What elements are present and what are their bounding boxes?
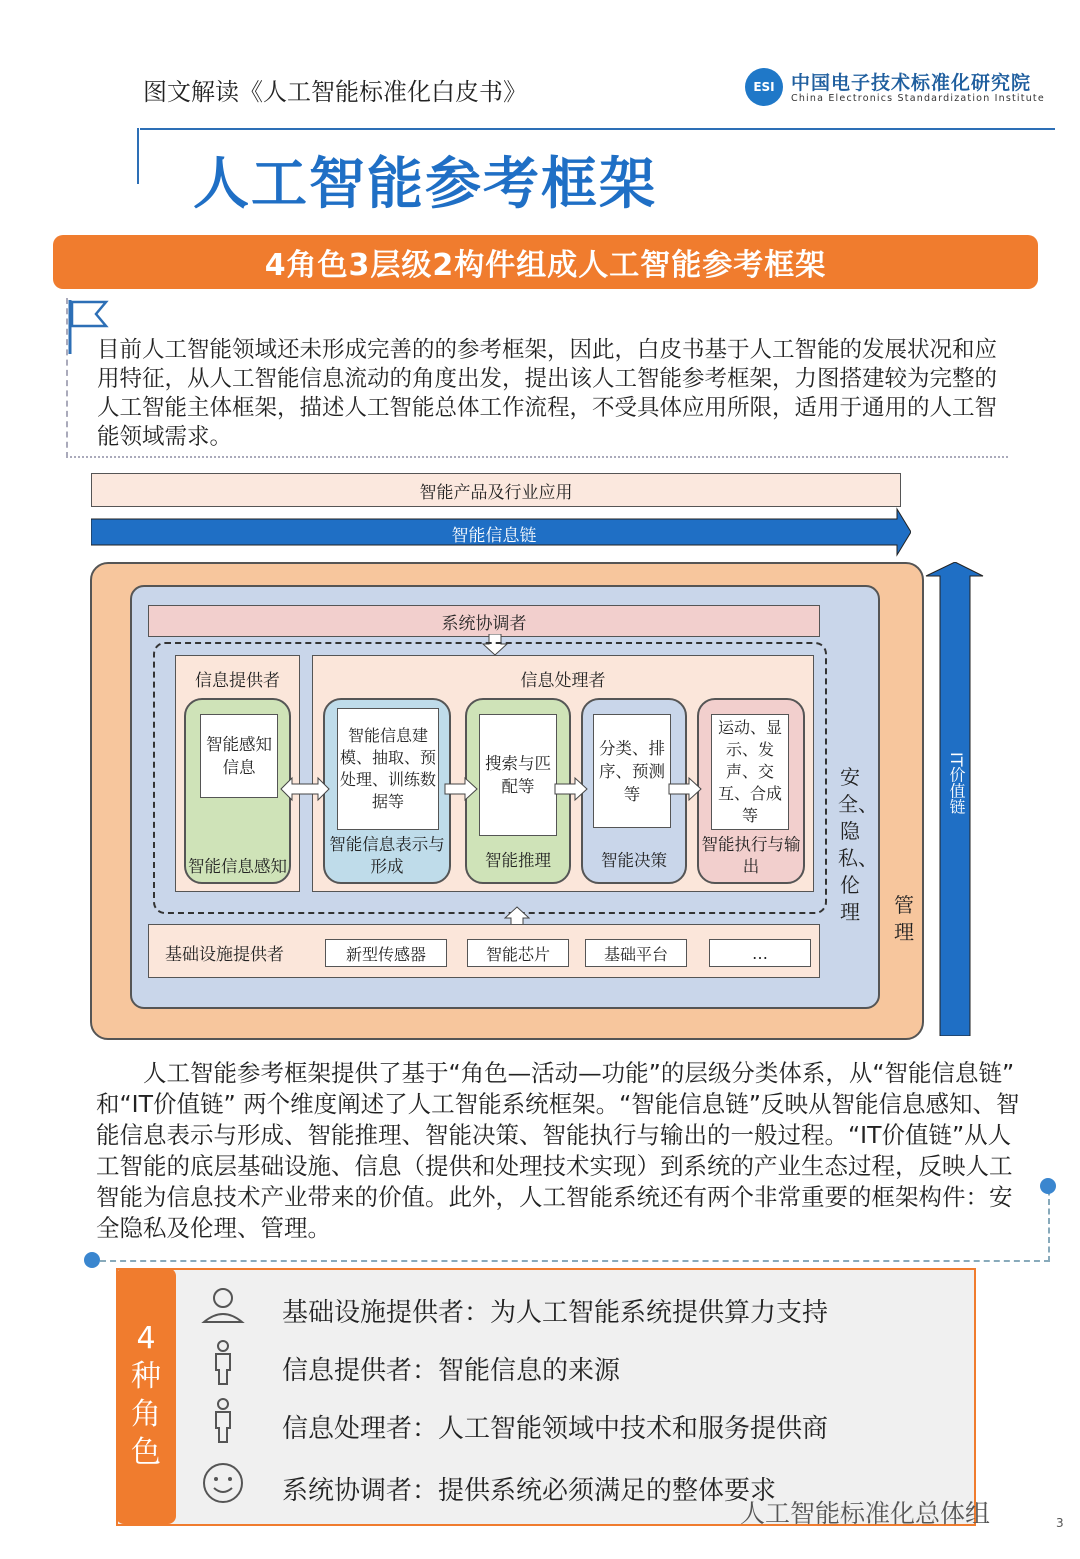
infra-item: 智能芯片 [467,939,569,967]
logo-chinese-name: 中国电子技术标准化研究院 [791,72,1032,94]
sense-label: 智能信息感知 [188,857,287,876]
representation-stage [323,698,451,884]
esi-logo-icon: ESI [745,68,783,106]
header-rule-vertical [137,128,139,184]
person-bust-icon [200,1284,246,1330]
infra-item: 新型传感器 [325,939,447,967]
person-standing-icon [200,1398,246,1444]
it-value-chain-label: IT价值链 [947,752,966,815]
institute-logo [745,68,1045,112]
execution-label: 智能执行与输出 [701,835,801,876]
products-bar: 智能产品及行业应用 [91,473,901,507]
representation-label: 智能信息表示与形成 [329,835,445,876]
decision-detail: 分类、排序、预测等 [593,714,671,828]
execution-stage [697,698,805,884]
page-title: 人工智能参考框架 [193,152,657,217]
system-coordinator-bar: 系统协调者 [148,605,820,637]
header-rule [140,128,1055,130]
right-arrow-icon [444,776,478,802]
role-system-coordinator: 系统协调者：提供系统必须满足的整体要求 [282,1476,777,1506]
sense-stage [184,698,291,884]
info-processor-title: 信息处理者 [520,671,606,691]
roles-tab-label: 4种角色 [131,1321,161,1470]
reasoning-detail: 搜索与匹配等 [479,714,557,836]
role-info-processor: 信息处理者：人工智能领域中技术和服务提供商 [282,1414,829,1444]
roles-tab [116,1268,176,1524]
execution-detail: 运动、显示、发声、交互、合成等 [711,714,789,830]
decor-dot [84,1252,100,1268]
smiley-icon [200,1460,246,1506]
right-arrow-icon [668,776,702,802]
document-title: 图文解读《人工智能标准化白皮书》 [143,78,527,106]
role-infrastructure-provider: 基础设施提供者：为人工智能系统提供算力支持 [282,1298,829,1328]
right-arrow-icon [554,776,588,802]
intro-paragraph: 目前人工智能领域还未形成完善的的参考框架，因此，白皮书基于人工智能的发展状况和应用特征，从人工智能信息流动的角度出发，提出该人工智能参考框架，力图搭建较为完整的人工智能主体框架，描述人工智能总体工作流程，不受具体应用所限，适用于通用的人工智能领域需求。 [97,337,998,450]
info-provider-title: 信息提供者 [195,671,280,691]
role-info-provider: 信息提供者：智能信息的来源 [282,1356,621,1386]
infra-item: 基础平台 [585,939,687,967]
person-standing-icon [200,1340,246,1386]
representation-detail: 智能信息建模、抽取、预处理、训练数据等 [337,708,439,830]
section-banner: 4角色3层级2构件组成人工智能参考框架 [53,235,1038,289]
info-processor-box [312,655,814,892]
decision-label: 智能决策 [601,851,667,870]
infrastructure-label: 基础设施提供者 [165,945,284,965]
info-provider-box [175,655,300,892]
infrastructure-provider-bar [148,924,820,978]
decor-dot [1040,1178,1056,1194]
watermark: 人工智能标准化总体组 [740,1499,991,1528]
page-number: 3 [1056,1516,1064,1530]
reasoning-label: 智能推理 [485,851,551,870]
infra-item: … [709,939,811,967]
info-chain-label: 智能信息链 [451,526,537,546]
logo-english-name: China Electronics Standardization Institute [791,93,1045,104]
management-label: 管理 [894,893,914,944]
safety-privacy-ethics-label: 安全、隐私、伦理 [838,765,878,924]
bidirectional-arrow-icon [280,776,330,802]
sense-detail: 智能感知信息 [200,714,278,798]
explanation-paragraph: 人工智能参考框架提供了基于“角色—活动—功能”的层级分类体系，从“智能信息链” 和“IT价值链” 两个维度阐述了人工智能系统框架。“智能信息链”反映从智能信息感知、智能信息表示与形成、智能推理、智能决策、智能执行与输出的一般过程。“IT价值链”从人工智能的底层基础设施、信息（提供和处理技术实现）到系统的产业生态过程，反映人工智能为信息技术产业带来的价值。此外，人工智能系统还有两个非常重要的框架构件：安全隐私及伦理、管理。 [96,1059,1020,1242]
